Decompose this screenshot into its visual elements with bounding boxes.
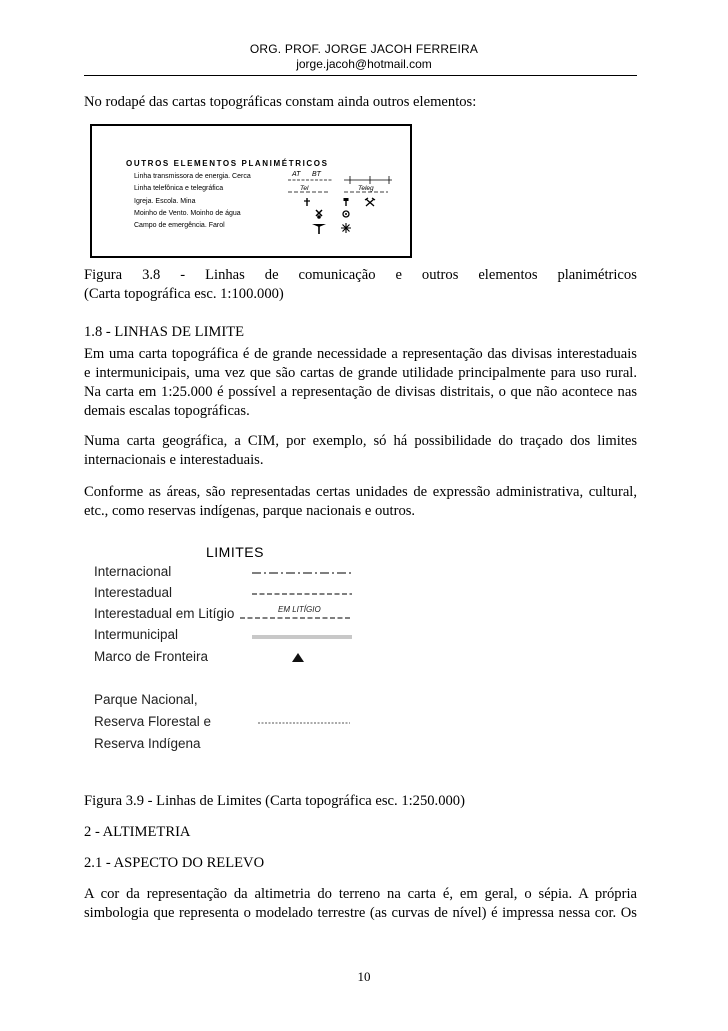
mine-icon bbox=[365, 198, 375, 206]
caption-word: - bbox=[180, 267, 186, 283]
caption-word: outros bbox=[421, 267, 459, 283]
page-number: 10 bbox=[357, 969, 371, 984]
text-line: etc., como reservas indígenas, parque nacionais e outros. bbox=[84, 503, 416, 519]
fig38-bt-label: BT bbox=[312, 171, 321, 178]
fig39-title: LIMITES bbox=[206, 544, 264, 560]
figure-3-8 bbox=[90, 124, 412, 258]
caption-word: 3.8 bbox=[142, 267, 161, 283]
fig38-row: Linha transmissora de energia. Cerca bbox=[134, 173, 251, 180]
fig39-row: Internacional bbox=[94, 564, 172, 579]
text-line: Na carta em 1:25.000 é possível a representação de divisas distritais, o que não acontece nas bbox=[84, 384, 637, 400]
fig38-row: Moinho de Vento. Moinho de água bbox=[134, 210, 241, 217]
section-1-8-paragraph-1 bbox=[84, 345, 637, 421]
caption-word: e bbox=[395, 267, 402, 283]
header-title: ORG. PROF. JORGE JACOH FERREIRA bbox=[249, 42, 479, 56]
section-2-1-heading: 2.1 - ASPECTO DO RELEVO bbox=[84, 855, 265, 871]
lighthouse-icon bbox=[341, 223, 351, 233]
text-line: A cor da representação da altimetria do terreno na carta é, em geral, o sépia. A própria bbox=[84, 886, 637, 902]
fig39-reserve-line: Parque Nacional, bbox=[94, 692, 198, 707]
text-line: internacionais e interestaduais. bbox=[84, 452, 264, 468]
border-marker-icon bbox=[292, 653, 304, 662]
caption-word: Linhas bbox=[205, 267, 245, 283]
emergency-field-icon bbox=[312, 224, 326, 234]
fig39-reserve-line: Reserva Indígena bbox=[94, 736, 201, 751]
section-1-8-paragraph-2 bbox=[84, 432, 637, 470]
text-line: Numa carta geográfica, a CIM, por exemplo, só há possibilidade do traçado dos limites bbox=[84, 433, 637, 449]
fig39-reserve-line: Reserva Florestal e bbox=[94, 714, 212, 729]
caption-word: planimétricos bbox=[557, 267, 637, 283]
fig39-row: Marco de Fronteira bbox=[94, 649, 209, 664]
caption-word: Figura bbox=[84, 267, 123, 283]
watermill-icon bbox=[343, 211, 349, 217]
fig39-row: Interestadual em Litígio bbox=[94, 606, 235, 621]
section-1-8-paragraph-3 bbox=[84, 483, 637, 521]
fig38-teleg-label: Teleg bbox=[358, 185, 374, 192]
section-1-8-heading: 1.8 - LINHAS DE LIMITE bbox=[84, 324, 245, 340]
text-line: Em uma carta topográfica é de grande necessidade a representação das divisas interestaduais bbox=[84, 346, 637, 362]
fig38-title: OUTROS ELEMENTOS PLANIMÉTRICOS bbox=[126, 159, 329, 168]
text-line: simbologia que representa o modelado terrestre (as curvas de nível) é impressa nessa cor. Os bbox=[84, 905, 637, 921]
figure-3-9-caption: Figura 3.9 - Linhas de Limites (Carta topográfica esc. 1:250.000) bbox=[84, 793, 465, 809]
windmill-icon bbox=[316, 210, 322, 219]
caption-word: comunicação bbox=[298, 267, 376, 283]
header-email: jorge.jacoh@hotmail.com bbox=[296, 57, 432, 71]
fig39-row: Interestadual bbox=[94, 585, 173, 600]
figure-3-9 bbox=[88, 540, 388, 762]
school-icon bbox=[344, 198, 349, 206]
church-icon bbox=[304, 198, 310, 206]
fig38-row: Igreja. Escola. Mina bbox=[134, 198, 196, 205]
fig38-row: Campo de emergência. Farol bbox=[134, 222, 225, 229]
figure-3-9-symbols bbox=[88, 540, 388, 762]
intro-text: No rodapé das cartas topográficas constam ainda outros elementos: bbox=[84, 94, 477, 110]
caption-word: elementos bbox=[478, 267, 538, 283]
fig39-row: Intermunicipal bbox=[94, 627, 179, 642]
figure-3-8-caption bbox=[84, 266, 637, 285]
section-2-heading: 2 - ALTIMETRIA bbox=[84, 824, 191, 840]
text-line: Conforme as áreas, são representadas certas unidades de expressão administrativa, cultural, bbox=[84, 484, 637, 500]
fig38-tel-label: Tel bbox=[300, 185, 309, 192]
text-line: e intermunicipais, uma vez que são cartas de grande utilidade principalmente para uso rural. bbox=[84, 365, 637, 381]
fig38-at-label: AT bbox=[292, 171, 301, 178]
em-litigio-label: EM LITÍGIO bbox=[278, 605, 321, 614]
caption-word: de bbox=[264, 267, 279, 283]
fig38-row: Linha telefônica e telegráfica bbox=[134, 185, 224, 192]
text-line: demais escalas topográficas. bbox=[84, 403, 250, 419]
header-rule bbox=[84, 75, 637, 76]
section-2-1-paragraph-1 bbox=[84, 885, 637, 923]
figure-3-8-caption-line2: (Carta topográfica esc. 1:100.000) bbox=[84, 286, 284, 302]
